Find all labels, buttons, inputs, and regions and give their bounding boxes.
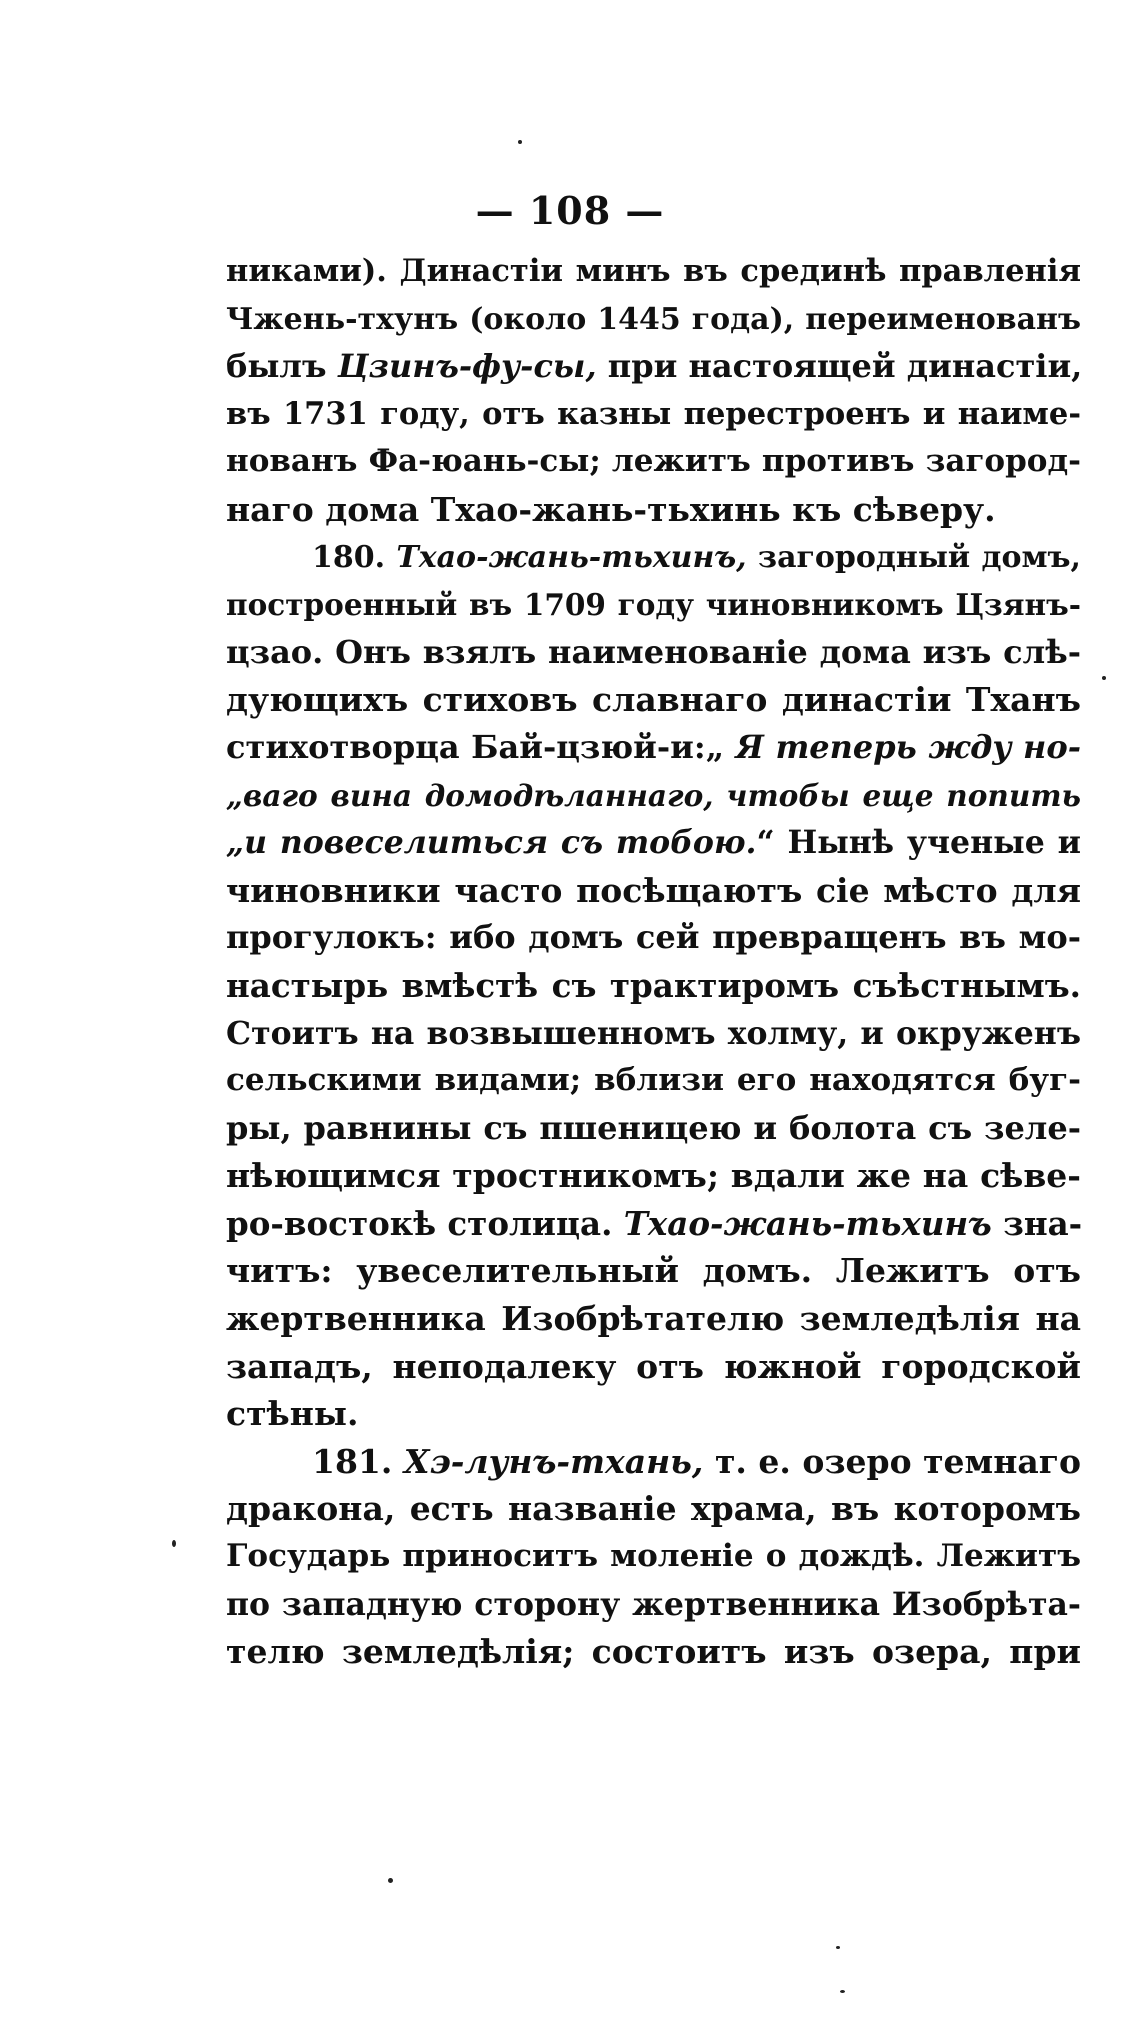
italic-term: Тхао-жань-тьхинъ, (396, 539, 747, 575)
text-segment: нѣющимся тростникомъ; вдали же на сѣве- (226, 1156, 1081, 1196)
text-segment: дующихъ стиховъ славнаго династіи Тханъ (226, 680, 1081, 720)
text-line (226, 1343, 1081, 1391)
text-segment: чиновники часто посѣщаютъ сіе мѣсто для (226, 870, 1081, 910)
scan-speck (388, 1878, 393, 1883)
text-segment: Чжень-тхунъ (около 1445 года), переименованъ (226, 301, 1081, 337)
text-segment: ро-востокѣ столица. (226, 1203, 624, 1243)
text-segment: “ Нынѣ ученые и (756, 824, 1081, 862)
italic-term: Тхао-жань-тьхинъ (623, 1203, 992, 1243)
text-segment: никами). Династіи минъ въ срединѣ правленія (226, 253, 1081, 289)
scan-speck (840, 1990, 845, 1993)
text-line (226, 1295, 1081, 1343)
text-line (226, 1152, 1081, 1200)
text-line (226, 1247, 1081, 1295)
text-segment: ры, равнины съ пшеницею и болота съ зеле- (226, 1108, 1081, 1147)
text-segment: былъ (226, 347, 338, 386)
text-line (226, 676, 1081, 724)
scan-speck (836, 1946, 840, 1949)
text-segment: настырь вмѣстѣ съ трактиромъ съѣстнымъ. (226, 965, 1081, 1005)
text-segment: наго дома Тхао-жань-тьхинь къ сѣверу. (226, 489, 996, 529)
text-line (226, 1533, 1081, 1581)
page-number: — 108 — (475, 188, 665, 233)
text-segment: дракона, есть названіе храма, въ которомъ (226, 1489, 1081, 1529)
text-line (226, 534, 1081, 582)
text-line (226, 772, 1081, 820)
text-line (226, 819, 1081, 867)
text-segment: нованъ Фа-юань-сы; лежитъ противъ загород- (226, 443, 1081, 480)
italic-term: „и повеселиться съ тобою. (226, 824, 757, 862)
scan-speck (172, 1540, 176, 1547)
text-segment: зна- (991, 1203, 1083, 1243)
text-segment: построенный въ 1709 году чиновникомъ Цзянъ- (226, 587, 1081, 623)
text-segment: жертвенника Изобрѣтателю земледѣлія на (226, 1299, 1081, 1339)
text-line (226, 1390, 1081, 1438)
scan-speck (1102, 676, 1106, 680)
text-line (226, 391, 1081, 439)
italic-term: Цзинъ-фу-сы, (337, 347, 597, 386)
text-segment: телю земледѣлія; состоитъ изъ озера, при (226, 1632, 1081, 1672)
text-segment: при настоящей династіи, (596, 347, 1083, 386)
text-line (226, 1010, 1081, 1058)
text-segment: читъ: увеселительный домъ. Лежитъ отъ (226, 1251, 1081, 1291)
text-segment: стихотворца Бай-цзюй-и:„ (226, 727, 736, 766)
body-text (226, 248, 1081, 1676)
scan-speck (518, 140, 522, 144)
text-line (226, 1057, 1081, 1105)
text-segment: стѣны. (226, 1394, 359, 1434)
text-segment: загородный домъ, (746, 539, 1082, 575)
text-segment: по западную сторону жертвенника Изобрѣта- (226, 1585, 1081, 1623)
text-line (226, 248, 1081, 296)
text-line (226, 1581, 1081, 1629)
text-line (226, 1200, 1081, 1248)
text-line (226, 1438, 1081, 1486)
text-segment: т. е. озеро темнаго (703, 1441, 1081, 1481)
text-segment: 181. (312, 1441, 404, 1481)
text-line (226, 724, 1081, 772)
text-line (226, 486, 1081, 534)
text-segment: западъ, неподалеку отъ южной городской (226, 1346, 1081, 1386)
text-line (226, 962, 1081, 1010)
text-segment: прогулокъ: ибо домъ сей превращенъ въ мо- (226, 918, 1081, 957)
text-line (226, 581, 1081, 629)
text-segment: цзао. Онъ взялъ наименованіе дома изъ слѣ- (226, 632, 1081, 671)
text-segment: 180. (312, 539, 397, 575)
italic-term: Хэ-лунъ-тхань, (403, 1441, 704, 1481)
text-segment: сельскими видами; вблизи его находятся буг- (226, 1062, 1081, 1099)
text-line (226, 343, 1081, 391)
italic-term: Я теперь жду но- (735, 727, 1082, 766)
text-line (226, 1105, 1081, 1153)
text-line (226, 914, 1081, 962)
text-line (226, 629, 1081, 677)
text-segment: въ 1731 году, отъ казны перестроенъ и наиме- (226, 395, 1081, 432)
text-line (226, 296, 1081, 344)
text-segment: Стоитъ на возвышенномъ холму, и окруженъ (226, 1014, 1081, 1052)
text-line (226, 1628, 1081, 1676)
text-segment: Государь приноситъ моленіе о дождѣ. Лежитъ (226, 1538, 1081, 1575)
text-line (226, 438, 1081, 486)
italic-term: „ваго вина домодѣланнаго, чтобы еще попить (226, 777, 1081, 813)
text-line (226, 867, 1081, 915)
text-line (226, 1485, 1081, 1533)
